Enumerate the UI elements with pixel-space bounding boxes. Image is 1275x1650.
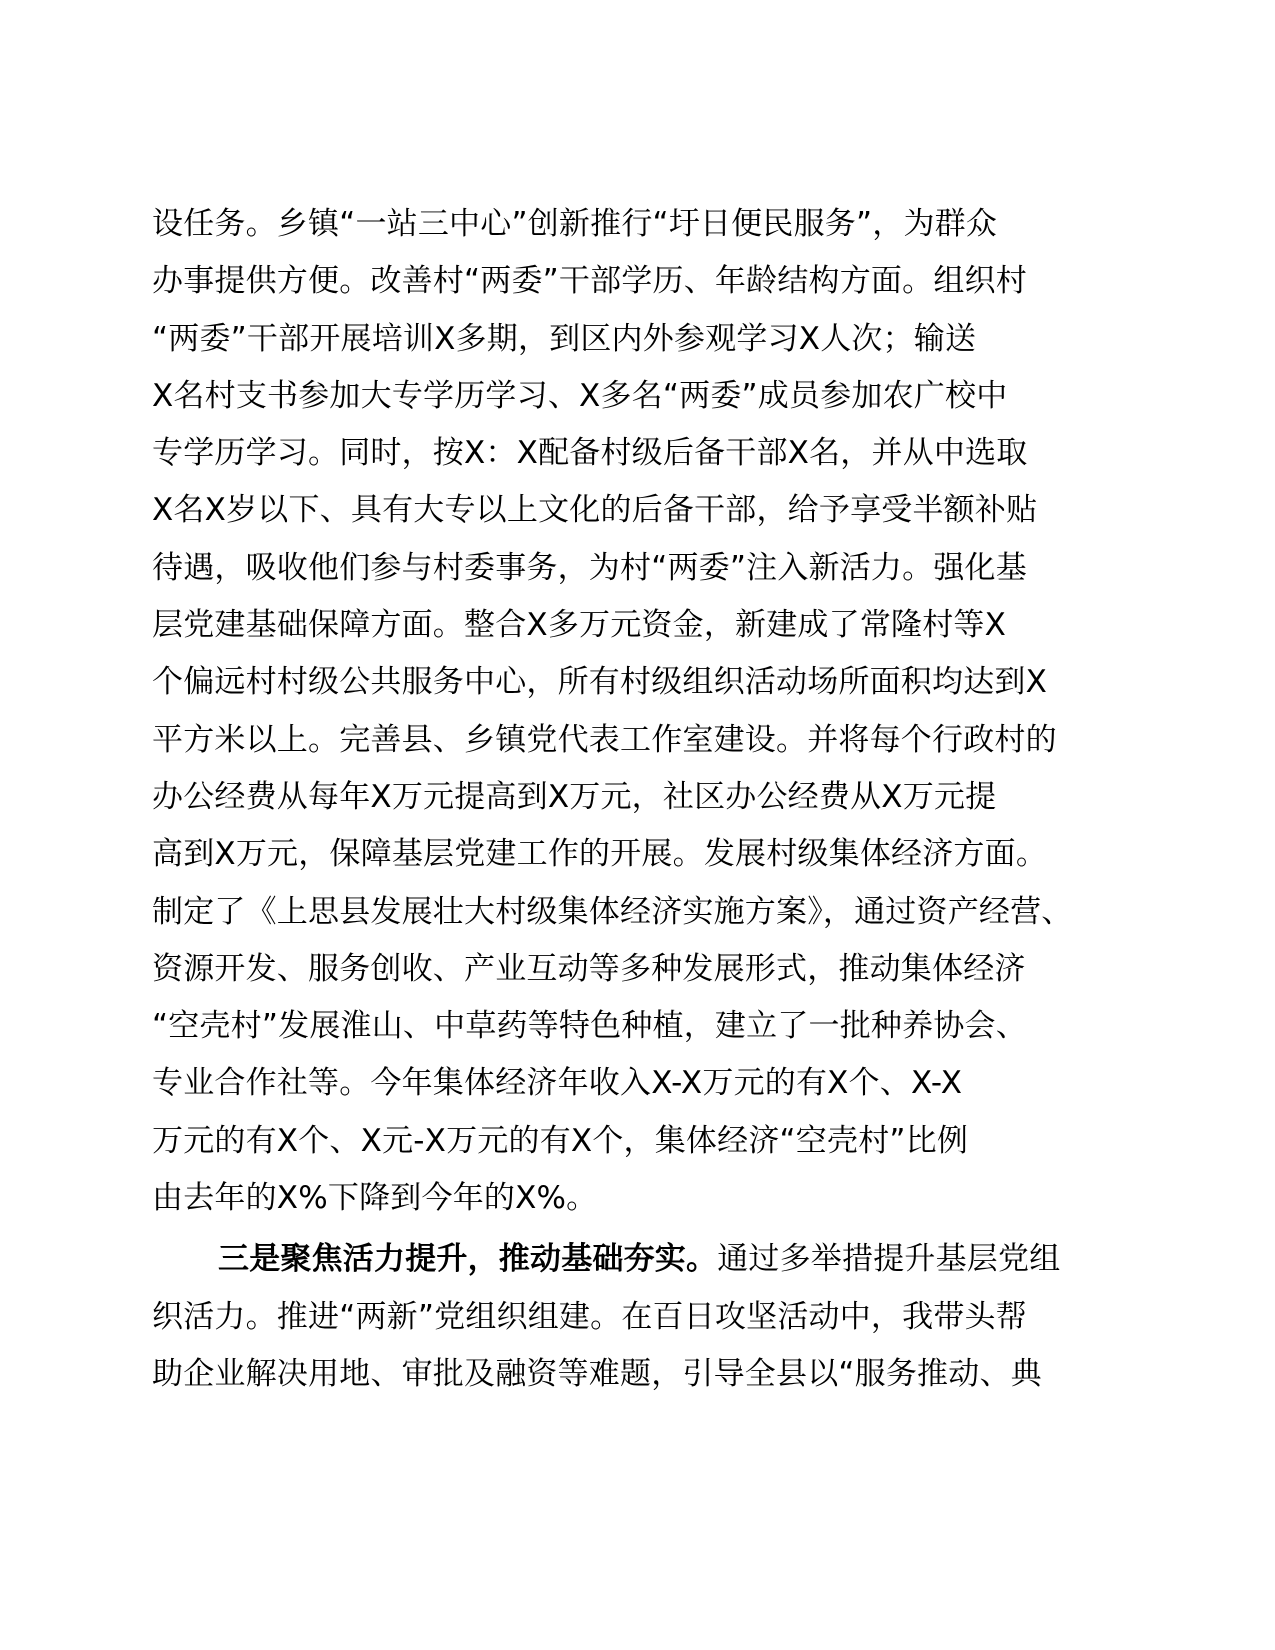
paragraph-line: X名村支书参加大专学历学习、X多名“两委”成员参加农广校中 bbox=[152, 377, 1008, 414]
paragraph-line: 待遇，吸收他们参与村委事务，为村“两委”注入新活力。强化基 bbox=[152, 549, 1027, 586]
paragraph-line: 由去年的X%下降到今年的X%。 bbox=[152, 1180, 598, 1217]
paragraph-line: 平方米以上。完善县、乡镇党代表工作室建设。并将每个行政村的 bbox=[152, 721, 1057, 758]
paragraph-line: 专学历学习。同时，按X：X配备村级后备干部X名，并从中选取 bbox=[152, 435, 1028, 472]
paragraph-line: “两委”干部开展培训X多期，到区内外参观学习X人次；输送 bbox=[152, 320, 977, 357]
body-text bbox=[152, 196, 1132, 1403]
paragraph-line: 助企业解决用地、审批及融资等难题，引导全县以“服务推动、典 bbox=[152, 1355, 1042, 1392]
paragraph-line: 办事提供方便。改善村“两委”干部学历、年龄结构方面。组织村 bbox=[152, 263, 1027, 300]
paragraph-line: 层党建基础保障方面。整合X多万元资金，新建成了常隆村等X bbox=[152, 607, 1007, 644]
paragraph-line: 专业合作社等。今年集体经济年收入X-X万元的有X个、X-X bbox=[152, 1065, 963, 1102]
section-three-first-line bbox=[152, 1231, 1132, 1288]
paragraph-line: 办公经费从每年X万元提高到X万元，社区办公经费从X万元提 bbox=[152, 778, 997, 815]
paragraph-line: 个偏远村村级公共服务中心，所有村级组织活动场所面积均达到X bbox=[152, 664, 1048, 701]
paragraph-line: 制定了《上思县发展壮大村级集体经济实施方案》，通过资产经营、 bbox=[152, 893, 1073, 930]
paragraph-line: 设任务。乡镇“一站三中心”创新推行“圩日便民服务”，为群众 bbox=[152, 206, 998, 242]
paragraph-line: 高到X万元，保障基层党建工作的开展。发展村级集体经济方面。 bbox=[152, 836, 1048, 873]
paragraph-line: 万元的有X个、X元-X万元的有X个，集体经济“空壳村”比例 bbox=[152, 1122, 969, 1159]
section-three-heading: 三是聚焦活力提升，推动基础夯实。 bbox=[218, 1241, 718, 1278]
section-three-first-line-text: 通过多举措提升基层党组 bbox=[717, 1241, 1061, 1278]
paragraph-line: X名X岁以下、具有大专以上文化的后备干部，给予享受半额补贴 bbox=[152, 492, 1038, 529]
paragraph-line: “空壳村”发展淮山、中草药等特色种植，建立了一批种养协会、 bbox=[152, 1008, 1027, 1045]
paragraph-line: 资源开发、服务创收、产业互动等多种发展形式，推动集体经济 bbox=[152, 950, 1026, 987]
paragraph-line: 织活力。推进“两新”党组织组建。在百日攻坚活动中，我带头帮 bbox=[152, 1298, 1027, 1335]
